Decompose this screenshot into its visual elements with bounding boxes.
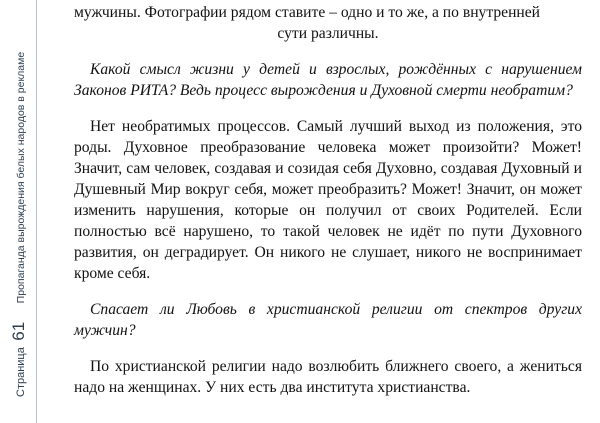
answer-paragraph: По христианской религии надо возлюбить ближнего своего, а жениться надо на женщинах. У них есть два института христианства. bbox=[74, 358, 582, 396]
page-number: 61 bbox=[9, 321, 28, 341]
answer-paragraph: Нет необратимых процессов. Самый лучший выход из положения, это роды. Духовное преобразование человека может произойти? Может! Значит, сам человек, создавая и созидая себя Духовно, создавая Духовный и Душевный Мир вокруг себя, может преобразить? Может! Значит, он может изменить нарушения, которые он получил от своих Родителей. Если полностью всё нарушено, то такой человек не идёт по пути Духовного развития, он деградирует. Он никого не слушает, никого не воспринимает кроме себя. bbox=[74, 118, 582, 282]
question-paragraph: Какой смысл жизни у детей и взрослых, рождённых с нарушением Законов РИТА? Ведь процесс вырождения и Духовной смерти необратим? bbox=[74, 61, 582, 99]
page-sidebar bbox=[0, 0, 36, 423]
continued-paragraph-end: сути различны. bbox=[277, 25, 379, 42]
sidebar-vertical-text bbox=[9, 52, 29, 397]
page-label: Страница bbox=[15, 347, 27, 397]
running-title: Пропаганда вырождения белых народов в рекламе bbox=[15, 51, 27, 304]
continued-paragraph-line: мужчины. Фотографии рядом ставите – одно и то же, а по внутренней bbox=[74, 4, 541, 21]
sidebar-divider bbox=[36, 0, 37, 423]
document-body bbox=[74, 2, 582, 398]
question-paragraph: Спасает ли Любовь в христианской религии от спектров других мужчин? bbox=[74, 301, 582, 339]
